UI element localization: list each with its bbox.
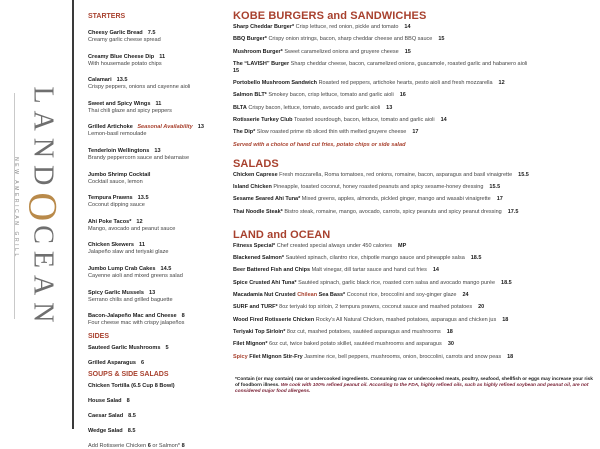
menu-item [88, 413, 213, 420]
menu-item: Filet Mignon* 6oz cut, twice baked potato skillet, sautéed mushrooms and asparagus 30 [233, 341, 454, 348]
column-divider [72, 0, 74, 429]
item-description: Mango, avocado and peanut sauce [88, 225, 176, 232]
add-protein-note: Add Rotisserie Chicken 6 or Salmon* 8 [88, 442, 185, 449]
menu-item: Mushroom Burger* Sweet caramelized onions and gruyere cheese 15 [233, 48, 411, 55]
menu-item [88, 120, 213, 138]
item-price: 8 [181, 313, 185, 320]
section-title-salads: SALADS [233, 157, 279, 170]
menu-item [88, 309, 213, 327]
allergen-footnote: *Contain (or may contain) raw or undercooked ingredients. Consuming raw or undercooked meats, poultry, seafood, shellfish or eggs may increase your risk of foodborn illness. We cook with 100% refined peanut oil. According to the FDA, highly refined oils, such as highly refined soybean and peanut oil, are not considered major food allergens. [235, 377, 593, 394]
brand-logo-o: O [20, 192, 66, 226]
menu-item [88, 168, 213, 186]
item-name: Grilled Artichoke [88, 124, 133, 131]
item-price: 13 [197, 124, 205, 131]
menu-item: Spice Crusted Ahi Tuna* Sautéed spinach, garlic black rice, roasted corn salsa and avocado mango purée 18.5 [233, 279, 512, 286]
brand-name-land: LAND [28, 86, 59, 193]
item-name: Tempura Prawns [88, 195, 133, 202]
item-name: Chicken Tortilla (6.5 Cup 8 Bowl) [88, 382, 175, 389]
menu-item [88, 262, 213, 280]
section-title-land-ocean: LAND and OCEAN [233, 228, 331, 241]
menu-item [88, 398, 213, 405]
item-name: Chicken Skewers [88, 242, 135, 249]
item-price: 8.5 [128, 412, 136, 419]
right-column [233, 10, 595, 366]
menu-item [88, 50, 213, 68]
served-with-note: Served with a choice of hand cut fries, potato chips or side salad [233, 141, 406, 148]
item-name: Sweet and Spicy Wings [88, 100, 151, 107]
section-title-starters: STARTERS [88, 13, 126, 20]
item-description: Jalapeño slaw and teriyaki glaze [88, 249, 169, 256]
item-name: House Salad [88, 397, 122, 404]
item-name: Creamy Blue Cheese Dip [88, 53, 155, 60]
menu-item [88, 345, 213, 352]
item-name: Caesar Salad [88, 412, 124, 419]
brand-tagline: NEW AMERICAN GRILL [13, 157, 19, 259]
menu-item [88, 215, 213, 233]
item-name: Jumbo Shrimp Cocktail [88, 171, 151, 178]
section-title-burgers: KOBE BURGERS and SANDWICHES [233, 10, 427, 22]
item-description: Brandy peppercorn sauce and béarnaise [88, 154, 190, 161]
brand-strip [0, 0, 72, 429]
menu-item [88, 360, 213, 367]
item-name: Tenderloin Wellingtons [88, 147, 150, 154]
menu-item [88, 383, 213, 390]
menu-item: The “LAVISH” Burger Sharp cheddar cheese, bacon, caramelized onions, guacamole, roasted garlic and habanero aioli 15 [233, 60, 528, 74]
menu-item: Blackened Salmon* Sautéed spinach, cilantro rice, chipotle mango sauce and pineapple salsa 18.5 [233, 255, 482, 262]
peanut-oil-note: We cook with 100% refined peanut oil. According to the FDA, highly refined oils, such as highly refined soybean and peanut oil, are not considered major food allergens. [235, 382, 589, 394]
item-name: Grilled Asparagus [88, 359, 136, 366]
menu-item [88, 238, 213, 256]
item-name: Bacon-Jalapeño Mac and Cheese [88, 313, 177, 320]
section-title-soups: SOUPS & SIDE SALADS [88, 370, 169, 378]
menu-item [88, 26, 213, 44]
menu-item: Sharp Cheddar Burger* Crisp lettuce, red onion, pickle and tomato 14 [233, 24, 411, 30]
item-price: 8 [126, 397, 130, 404]
menu-item: Fitness Special* Chef created special always under 450 calories MP [233, 242, 407, 249]
item-description: Serrano chilis and grilled baguette [88, 296, 173, 303]
menu-item: Salmon BLT* Smokey bacon, crisp lettuce, tomato and garlic aioli 16 [233, 92, 406, 99]
item-name: Spicy Garlic Mussels [88, 289, 144, 296]
item-price: 13.5 [116, 77, 128, 84]
item-price: 13.5 [137, 195, 149, 202]
item-description: Crispy peppers, onions and cayenne aioli [88, 84, 191, 91]
item-name: Cheesy Garlic Bread [88, 30, 143, 36]
menu-item [88, 97, 213, 115]
item-price: 13 [154, 147, 161, 154]
item-description: Four cheese mac with crispy jalapeños [88, 320, 185, 327]
item-description: Thai chili glaze and spicy peppers [88, 107, 172, 114]
section-title-sides: SIDES [88, 332, 110, 340]
menu-item: Rotisserie Turkey Club Toasted sourdough, bacon, lettuce, tomato and garlic aioli 14 [233, 117, 447, 124]
menu-item: The Dip* Slow roasted prime rib sliced thin with melted gruyere cheese 17 [233, 129, 419, 136]
menu-item: SURF and TURF* 8oz teriyaki top sirloin, 2 tempura prawns, coconut sauce and mashed potatoes 20 [233, 304, 485, 311]
menu-item: Portobello Mushroom Sandwich Roasted red peppers, artichoke hearts, pesto aioli and fresh mozzarella 12 [233, 80, 505, 87]
item-description: With housemade potato chips [88, 60, 162, 67]
item-name: Wedge Salad [88, 427, 123, 434]
menu-item: Spicy Filet Mignon Stir-Fry Jasmine rice, bell peppers, mushrooms, onion, broccolini, carrots and snow peas 18 [233, 353, 514, 360]
brand-name-cean: CEAN [28, 225, 59, 330]
menu-item: BBQ Burger* Crispy onion strings, bacon, sharp cheddar cheese and BBQ sauce 15 [233, 36, 445, 43]
menu-item: Thai Noodle Steak* Bistro steak, romaine, mango, avocado, carrots, spicy peanuts and spicy peanut dressing 17.5 [233, 208, 519, 215]
menu-item [88, 144, 213, 162]
item-description: Coconut dipping sauce [88, 202, 145, 209]
menu-item: Sesame Seared Ahi Tuna* Mixed greens, apples, almonds, pickled ginger, mango and wasabi vinaigrette 17 [233, 196, 503, 203]
menu-item [88, 191, 213, 209]
item-price: 13 [148, 289, 156, 296]
seasonal-note: Seasonal Availability [137, 124, 193, 131]
item-price: 11 [155, 100, 162, 107]
menu-item: Wood Fired Rotisserie Chicken Rocky's All Natural Chicken, mashed potatoes, asparagus and chicken jus 18 [233, 316, 509, 323]
item-price: 14.5 [160, 265, 172, 272]
item-description: Cocktail sauce, lemon [88, 178, 143, 185]
item-description: Creamy garlic cheese spread [88, 37, 161, 43]
menu-item: Macadamia Nut Crusted Chilean Sea Bass* Coconut rice, broccolini and soy-ginger glaze 24 [233, 292, 469, 299]
menu-item: BLTA Crispy bacon, lettuce, tomato, avocado and garlic aioli 13 [233, 104, 393, 111]
item-price: 11 [139, 242, 145, 249]
menu-item: Beer Battered Fish and Chips Malt vinegar, dill tartar sauce and hand cut fries 14 [233, 267, 439, 274]
item-price: 12 [136, 218, 143, 225]
item-price: 6 [140, 359, 145, 366]
item-name: Ahi Poke Tacos* [88, 218, 132, 225]
item-name: Jumbo Lump Crab Cakes [88, 265, 156, 272]
brand-logo [20, 87, 67, 330]
item-price: 11 [159, 53, 166, 60]
menu-item [88, 286, 213, 304]
menu-item: Teriyaki Top Sirloin* 8oz cut, mashed potatoes, sautéed asparagus and mushrooms 18 [233, 328, 453, 335]
menu-item [88, 73, 213, 91]
menu-item: Island Chicken Pineapple, toasted coconut, honey roasted peanuts and spicy sesame-honey dressing 15.5 [233, 183, 501, 190]
item-name: Sauteed Garlic Mushrooms [88, 344, 161, 351]
item-price: 5 [165, 344, 169, 351]
left-column [88, 13, 213, 449]
item-price: 8.5 [127, 427, 136, 434]
item-description: Cayenne aioli and mixed greens salad [88, 272, 183, 279]
item-name: Calamari [88, 77, 112, 84]
menu-item: Chicken Caprese Fresh mozzarella, Roma tomatoes, red onions, romaine, bacon, asparagus and basil vinaigrette 15.5 [233, 171, 529, 178]
item-description: Lemon-basil remoulade [88, 131, 147, 138]
item-price: 7.5 [147, 30, 156, 36]
